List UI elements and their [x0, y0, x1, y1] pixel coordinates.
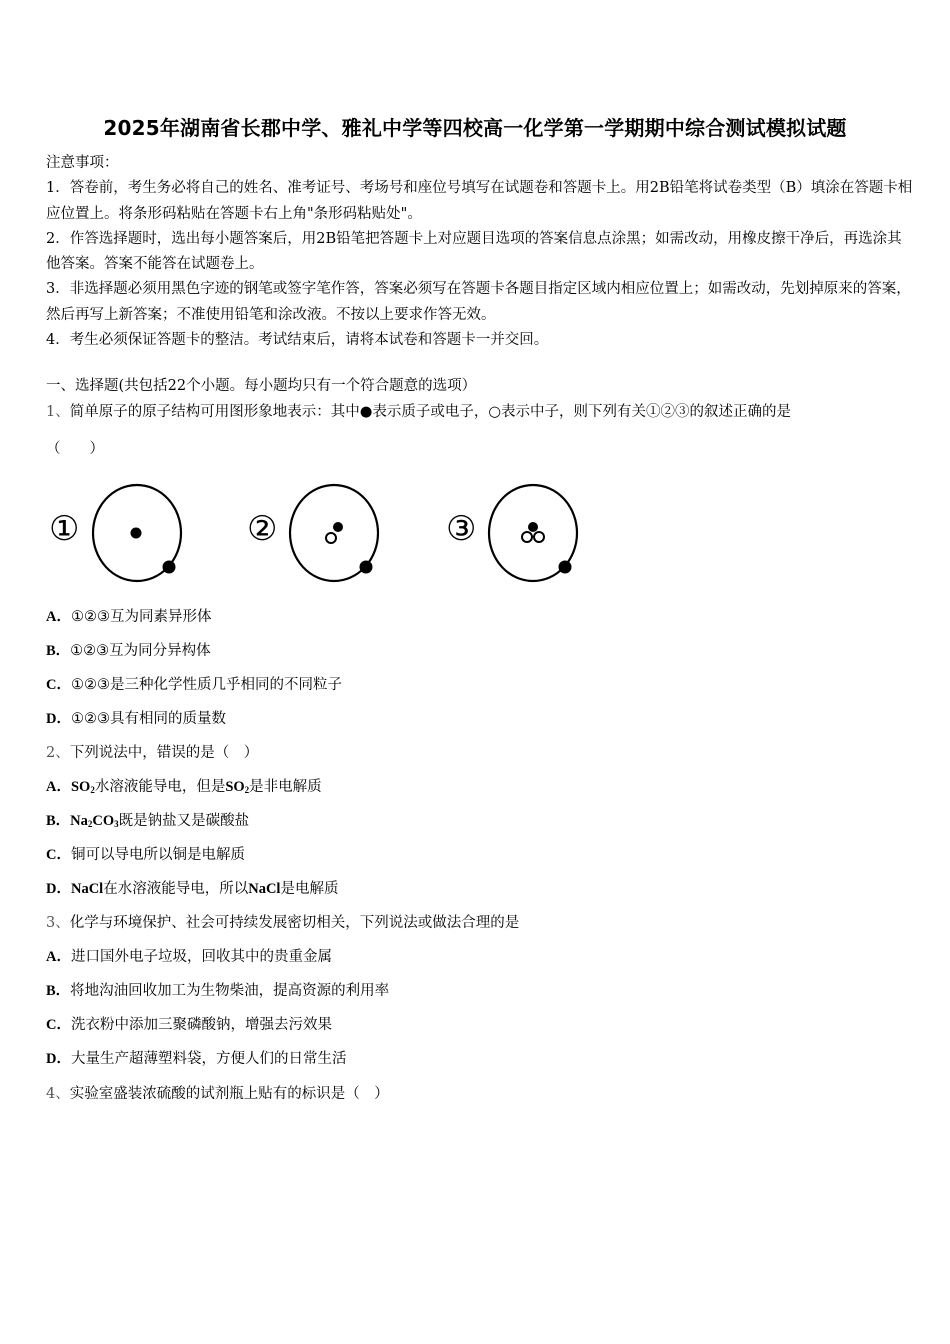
- option-text: ①②③互为同素异形体: [70, 609, 212, 625]
- q3-option-d: [46, 1047, 346, 1068]
- neutron-3a: [522, 532, 532, 542]
- formula: NaCl: [248, 881, 281, 897]
- atom-diagram-svg: [44, 478, 604, 588]
- option-text: 是电解质: [280, 881, 339, 897]
- question-number: 1、: [46, 404, 70, 420]
- q2-option-d: [46, 877, 338, 898]
- question-1-paren: （ ）: [46, 441, 104, 457]
- question-text: 实验室盛装浓硫酸的试剂瓶上贴有的标识是（ ）: [69, 1086, 389, 1102]
- section-title: 一、选择题(共包括22个小题。每小题均只有一个符合题意的选项）: [46, 378, 477, 394]
- q1-option-d: [46, 707, 226, 728]
- option-text: ①②③互为同分异构体: [70, 643, 211, 659]
- subscript: 2: [244, 785, 250, 795]
- formula: SO: [70, 779, 91, 795]
- option-letter: C．: [46, 847, 71, 863]
- formula: Na: [70, 813, 88, 829]
- option-letter: B．: [46, 983, 71, 999]
- option-letter: B．: [46, 643, 71, 659]
- subscript: 3: [114, 819, 119, 829]
- option-letter: C．: [46, 1017, 71, 1033]
- q3-option-b: [46, 979, 389, 1000]
- option-text: 是非电解质: [249, 779, 322, 795]
- neutron-3b: [534, 532, 544, 542]
- question-number: 4、: [46, 1086, 70, 1102]
- proton-1: [131, 528, 142, 539]
- formula: SO: [225, 779, 245, 795]
- electron-2: [360, 561, 373, 574]
- notice-item: 1．答卷前，考生务必将自己的姓名、准考证号、考场号和座位号填写在试题卷和答题卡上。用2B铅笔将试卷类型（B）填涂在答题卡相应位置上。将条形码粘贴在答题卡右上角"条形码粘贴处"。: [46, 180, 913, 222]
- question-text: 下列说法中，错误的是（ ）: [69, 745, 259, 761]
- question-text: 化学与环境保护、社会可持续发展密切相关，下列说法或做法合理的是: [69, 915, 520, 931]
- notice-item: 3．非选择题必须用黑色字迹的钢笔或签字笔作答，答案必须写在答题卡各题目指定区域内相应位置上；如需改动，先划掉原来的答案，然后再写上新答案；不准使用铅笔和涂改液。不按以上要求作答无效。: [46, 281, 911, 323]
- option-letter: A．: [46, 609, 71, 625]
- option-letter: B．: [46, 813, 71, 829]
- q1-option-b: [46, 639, 211, 660]
- option-text: 水溶液能导电，但是: [94, 779, 226, 795]
- option-text: 大量生产超薄塑料袋，方便人们的日常生活: [70, 1051, 347, 1067]
- proton-2: [333, 522, 343, 532]
- subscript: 2: [87, 819, 93, 829]
- question-text: 简单原子的原子结构可用图形象地表示：其中●表示质子或电子，○表示中子，则下列有关①②③的叙述正确的是: [69, 404, 792, 420]
- question-3-stem: [46, 911, 519, 932]
- notice-item: 4．考生必须保证答题卡的整洁。考试结束后，请将本试卷和答题卡一并交回。: [46, 332, 549, 349]
- question-1-stem: [46, 400, 791, 421]
- q2-option-a: [46, 775, 322, 796]
- question-4-stem: [46, 1082, 389, 1103]
- option-text: ①②③具有相同的质量数: [70, 711, 226, 727]
- proton-3: [528, 522, 538, 532]
- atom-label-2: ②: [247, 509, 278, 549]
- option-text: 在水溶液能导电，所以: [103, 881, 249, 897]
- atom-structure-diagram: [44, 478, 604, 592]
- question-number: 2、: [46, 745, 70, 761]
- electron-3: [559, 561, 572, 574]
- option-text: 洗衣粉中添加三聚磷酸钠，增强去污效果: [70, 1017, 332, 1033]
- option-letter: A．: [46, 779, 71, 795]
- formula: CO: [92, 813, 115, 829]
- neutron-2: [326, 533, 336, 543]
- question-2-stem: [46, 741, 258, 762]
- option-text: 铜可以导电所以铜是电解质: [70, 847, 245, 863]
- q1-option-c: [46, 673, 342, 694]
- option-letter: C．: [46, 677, 71, 693]
- notice-item: 2．作答选择题时，选出每小题答案后，用2B铅笔把答题卡上对应题目选项的答案信息点涂黑；如需改动，用橡皮擦干净后，再选涂其他答案。答案不能答在试题卷上。: [46, 230, 902, 273]
- option-letter: D．: [46, 711, 71, 727]
- q3-option-c: [46, 1013, 332, 1034]
- atom-label-1: ①: [49, 509, 80, 549]
- notice-heading: 注意事项：: [46, 155, 119, 171]
- q2-option-c: [46, 843, 245, 864]
- option-letter: A．: [46, 949, 71, 965]
- q1-option-a: [46, 605, 211, 626]
- option-letter: D．: [46, 1051, 71, 1067]
- option-text: ①②③是三种化学性质几乎相同的不同粒子: [70, 677, 342, 693]
- q2-option-b: [46, 809, 249, 830]
- formula: NaCl: [70, 881, 104, 897]
- atom-label-3: ③: [446, 509, 477, 549]
- q3-option-a: [46, 945, 332, 966]
- page-title: 2025年湖南省长郡中学、雅礼中学等四校高一化学第一学期期中综合测试模拟试题: [103, 116, 847, 140]
- subscript: 2: [90, 785, 95, 795]
- electron-1: [163, 561, 176, 574]
- option-text: 既是钠盐又是碳酸盐: [118, 813, 250, 829]
- option-letter: D．: [46, 881, 71, 897]
- option-text: 将地沟油回收加工为生物柴油，提高资源的利用率: [70, 983, 390, 999]
- question-number: 3、: [46, 915, 70, 931]
- notice-block: [46, 151, 916, 353]
- option-text: 进口国外电子垃圾，回收其中的贵重金属: [70, 949, 332, 965]
